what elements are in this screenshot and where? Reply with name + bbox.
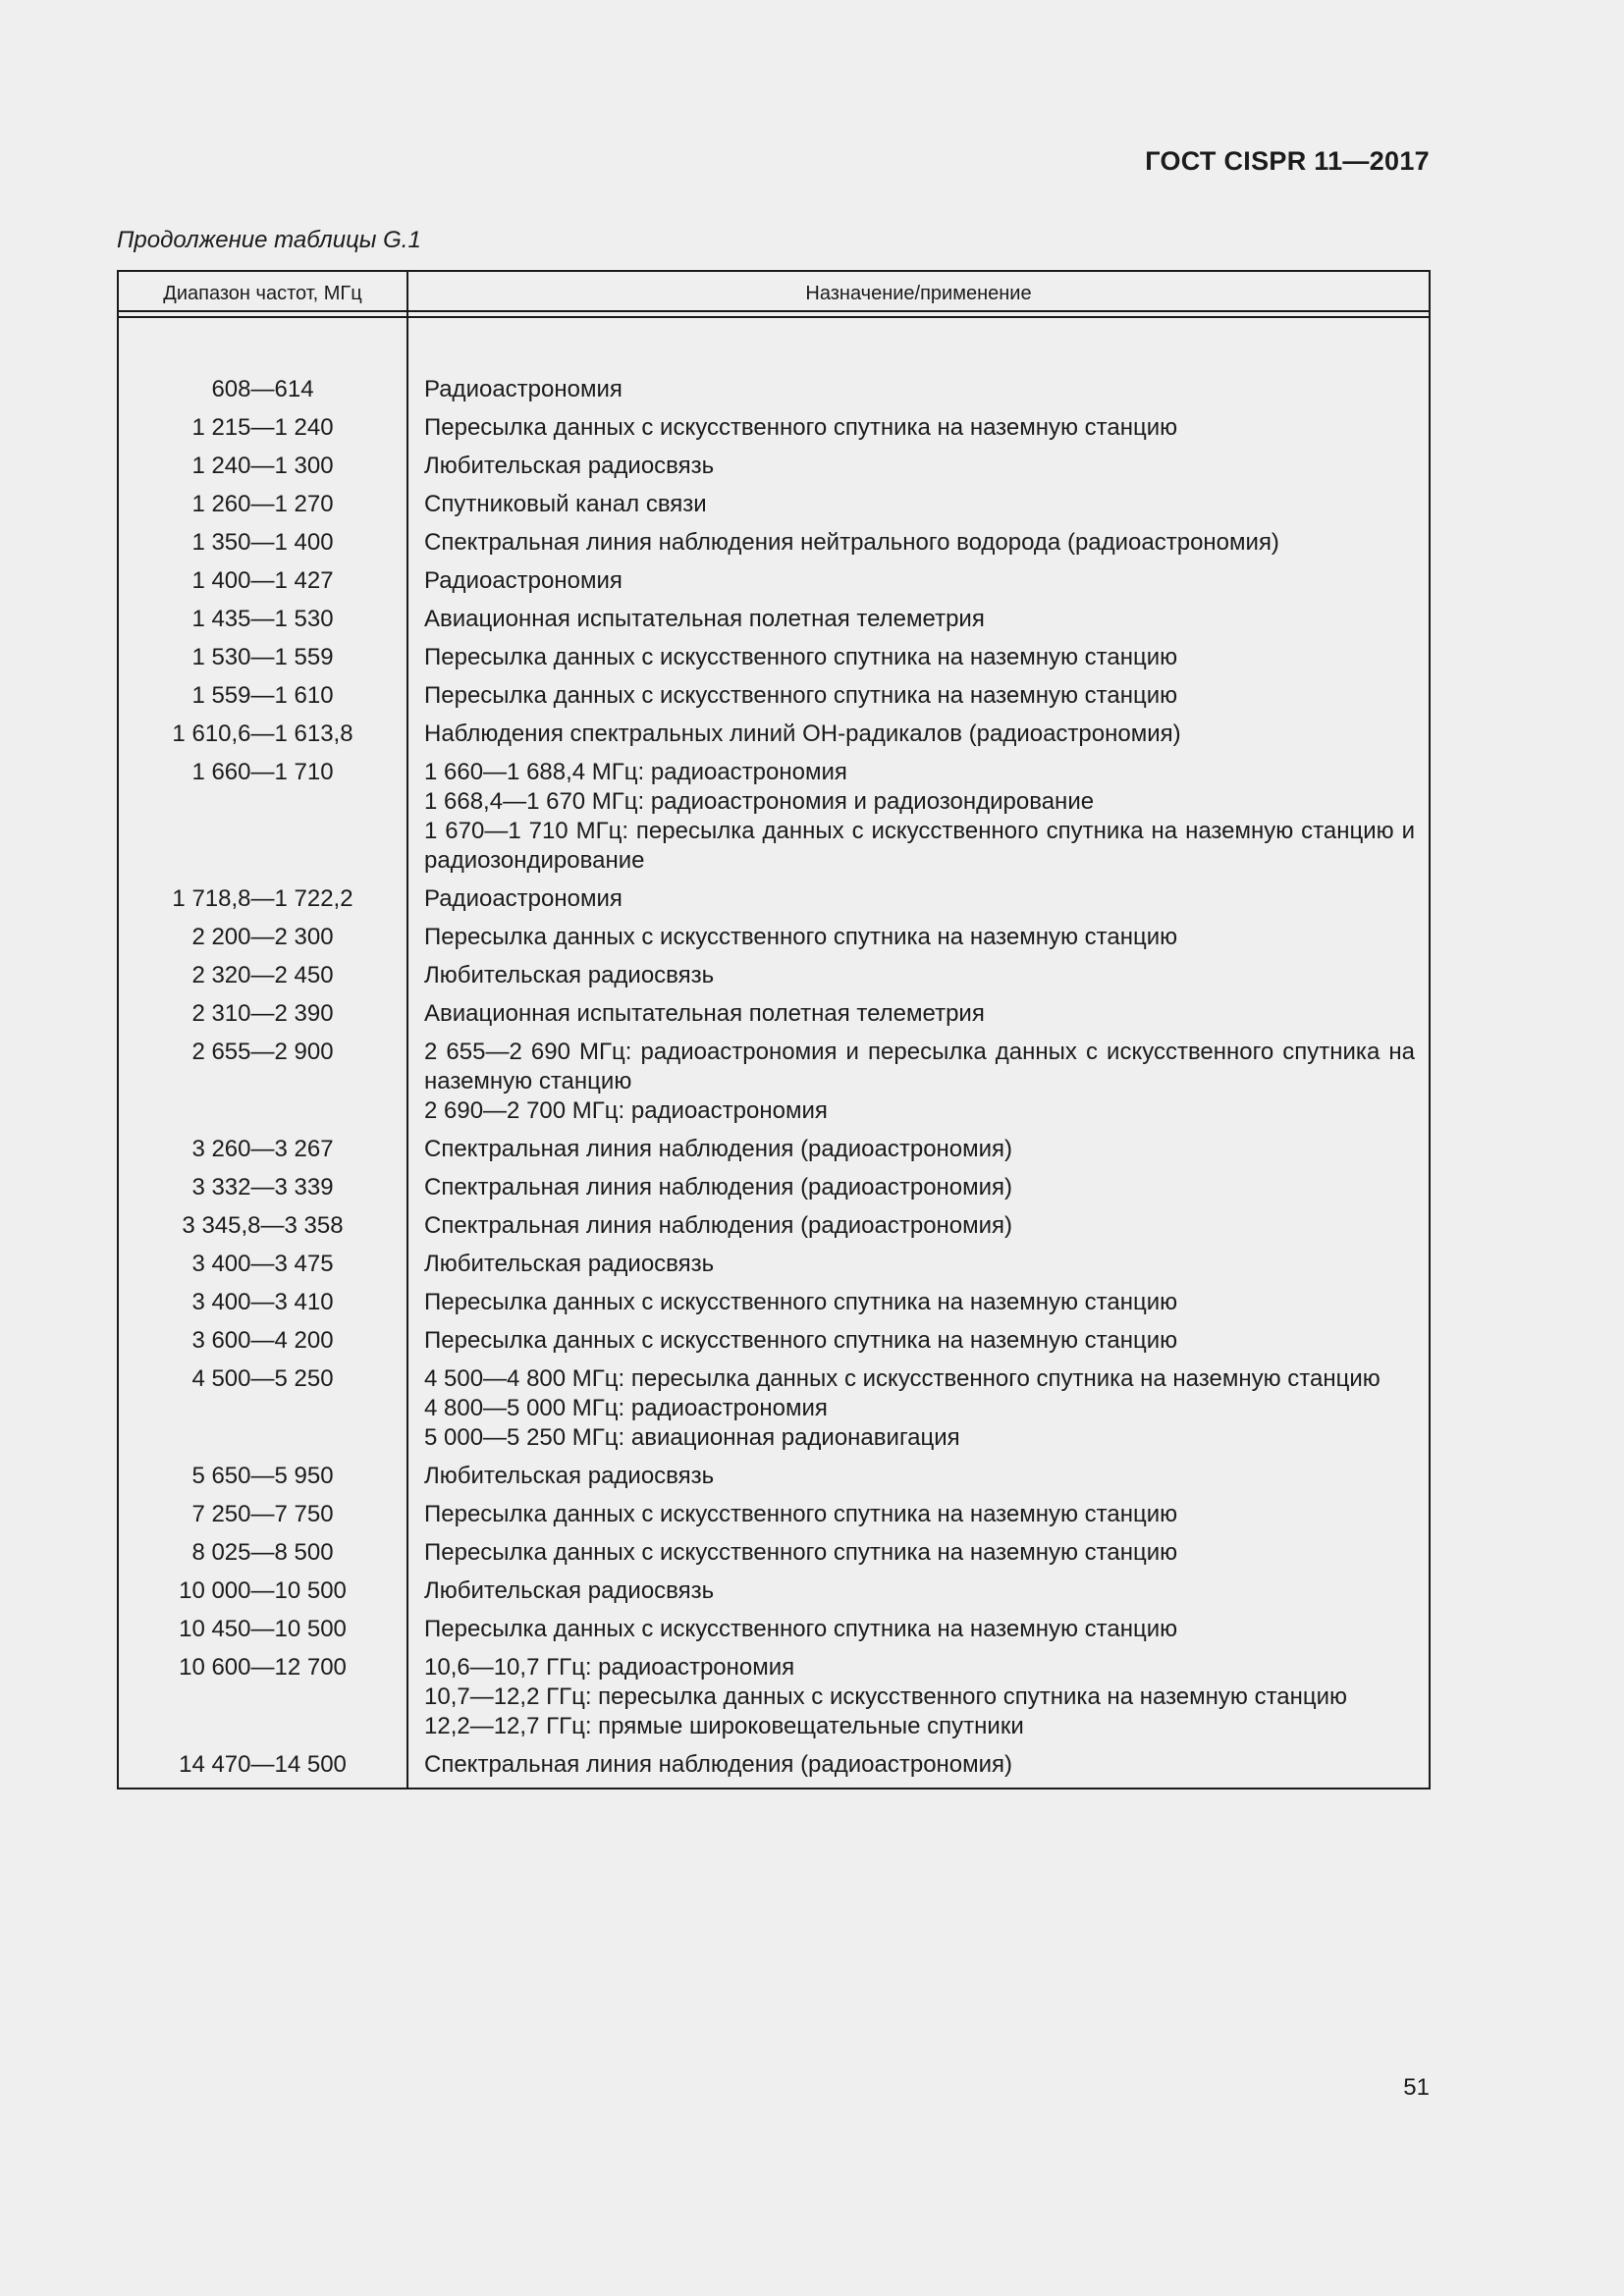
frequency-range-cell: 1 660—1 710	[118, 753, 407, 880]
purpose-cell	[407, 1245, 1430, 1283]
purpose-line: 12,2—12,7 ГГц: прямые широковещательные спутники	[424, 1713, 1024, 1739]
purpose-cell	[407, 1206, 1430, 1245]
purpose-line: Пересылка данных с искусственного спутника на наземную станцию	[424, 682, 1178, 709]
table-header-row	[118, 271, 1430, 317]
frequency-range-cell: 1 718,8—1 722,2	[118, 880, 407, 918]
frequency-range-cell: 1 350—1 400	[118, 523, 407, 561]
table-row	[118, 523, 1430, 561]
frequency-range-cell: 3 345,8—3 358	[118, 1206, 407, 1245]
table-row	[118, 1648, 1430, 1745]
purpose-line: Спутниковый канал связи	[424, 491, 707, 517]
frequency-range-cell: 8 025—8 500	[118, 1533, 407, 1572]
table-row	[118, 753, 1430, 880]
purpose-line: Спектральная линия наблюдения (радиоастрономия)	[424, 1212, 1013, 1239]
table-row	[118, 994, 1430, 1033]
purpose-line: Авиационная испытательная полетная телеметрия	[424, 606, 985, 632]
purpose-line: Любительская радиосвязь	[424, 1251, 715, 1277]
table-row	[118, 1360, 1430, 1457]
purpose-cell	[407, 1360, 1430, 1457]
frequency-range-cell: 1 215—1 240	[118, 408, 407, 447]
table-row	[118, 1321, 1430, 1360]
purpose-cell	[407, 447, 1430, 485]
purpose-cell	[407, 676, 1430, 715]
frequency-range-cell: 3 260—3 267	[118, 1130, 407, 1168]
purpose-line: Любительская радиосвязь	[424, 1577, 715, 1604]
frequency-range-cell: 2 310—2 390	[118, 994, 407, 1033]
column-header-purpose: Назначение/применение	[407, 271, 1430, 317]
frequency-range-cell: 1 240—1 300	[118, 447, 407, 485]
column-header-frequency-range: Диапазон частот, МГц	[118, 271, 407, 317]
purpose-line: Спектральная линия наблюдения нейтрального водорода (радиоастрономия)	[424, 529, 1279, 556]
table-row	[118, 1130, 1430, 1168]
purpose-cell	[407, 1457, 1430, 1495]
table-row	[118, 1457, 1430, 1495]
frequency-range-cell: 1 530—1 559	[118, 638, 407, 676]
purpose-line: Пересылка данных с искусственного спутника на наземную станцию	[424, 1327, 1178, 1354]
frequency-range-cell: 3 400—3 410	[118, 1283, 407, 1321]
table-row	[118, 485, 1430, 523]
purpose-line: Радиоастрономия	[424, 376, 623, 402]
purpose-line: Спектральная линия наблюдения (радиоастрономия)	[424, 1136, 1013, 1162]
frequency-range-cell: 1 559—1 610	[118, 676, 407, 715]
purpose-cell	[407, 485, 1430, 523]
purpose-line: Пересылка данных с искусственного спутника на наземную станцию	[424, 1501, 1178, 1527]
purpose-line: Пересылка данных с искусственного спутника на наземную станцию	[424, 1289, 1178, 1315]
purpose-line: Любительская радиосвязь	[424, 453, 715, 479]
table-row	[118, 1206, 1430, 1245]
frequency-range-cell: 10 450—10 500	[118, 1610, 407, 1648]
purpose-line: Радиоастрономия	[424, 885, 623, 912]
purpose-line: Радиоастрономия	[424, 567, 623, 594]
purpose-line: 4 500—4 800 МГц: пересылка данных с искусственного спутника на наземную станцию	[424, 1365, 1380, 1392]
frequency-range-cell: 7 250—7 750	[118, 1495, 407, 1533]
table-row	[118, 1533, 1430, 1572]
frequency-range-cell: 1 400—1 427	[118, 561, 407, 600]
purpose-line: Пересылка данных с искусственного спутника на наземную станцию	[424, 414, 1178, 441]
purpose-cell	[407, 1168, 1430, 1206]
frequency-range-cell: 4 500—5 250	[118, 1360, 407, 1457]
frequency-range-cell: 1 610,6—1 613,8	[118, 715, 407, 753]
frequency-range-cell: 608—614	[118, 317, 407, 408]
table-row	[118, 956, 1430, 994]
table-row	[118, 1495, 1430, 1533]
page-number: 51	[1403, 2074, 1430, 2101]
table-row	[118, 638, 1430, 676]
purpose-line: Наблюдения спектральных линий ОН-радикалов (радиоастрономия)	[424, 721, 1181, 747]
purpose-line: Авиационная испытательная полетная телеметрия	[424, 1000, 985, 1027]
purpose-cell	[407, 1130, 1430, 1168]
frequency-range-cell: 10 600—12 700	[118, 1648, 407, 1745]
frequency-range-cell: 3 332—3 339	[118, 1168, 407, 1206]
purpose-line: Пересылка данных с искусственного спутника на наземную станцию	[424, 924, 1178, 950]
table-row	[118, 1168, 1430, 1206]
purpose-line: 10,7—12,2 ГГц: пересылка данных с искусственного спутника на наземную станцию	[424, 1683, 1348, 1710]
purpose-cell	[407, 1321, 1430, 1360]
frequency-range-cell: 10 000—10 500	[118, 1572, 407, 1610]
table-body	[118, 317, 1430, 1789]
table-row	[118, 1283, 1430, 1321]
purpose-cell	[407, 1745, 1430, 1789]
table-row	[118, 1572, 1430, 1610]
purpose-cell	[407, 638, 1430, 676]
frequency-range-cell: 5 650—5 950	[118, 1457, 407, 1495]
frequency-range-cell: 2 200—2 300	[118, 918, 407, 956]
purpose-line: Любительская радиосвязь	[424, 1463, 715, 1489]
purpose-cell	[407, 600, 1430, 638]
purpose-line: 10,6—10,7 ГГц: радиоастрономия	[424, 1654, 795, 1681]
purpose-line: Спектральная линия наблюдения (радиоастрономия)	[424, 1174, 1013, 1201]
frequency-table	[117, 270, 1431, 1789]
purpose-cell	[407, 1648, 1430, 1745]
purpose-cell	[407, 1533, 1430, 1572]
purpose-line: Пересылка данных с искусственного спутника на наземную станцию	[424, 1616, 1178, 1642]
purpose-cell	[407, 408, 1430, 447]
purpose-line: Пересылка данных с искусственного спутника на наземную станцию	[424, 644, 1178, 670]
table-row	[118, 676, 1430, 715]
purpose-line: 1 670—1 710 МГц: пересылка данных с искусственного спутника на наземную станцию и радиозондирование	[424, 818, 1415, 874]
purpose-cell	[407, 1610, 1430, 1648]
purpose-cell	[407, 1283, 1430, 1321]
purpose-cell	[407, 1033, 1430, 1130]
table-row	[118, 1745, 1430, 1789]
purpose-line: Любительская радиосвязь	[424, 962, 715, 988]
purpose-cell	[407, 753, 1430, 880]
purpose-line: 4 800—5 000 МГц: радиоастрономия	[424, 1395, 828, 1421]
table-row	[118, 1245, 1430, 1283]
purpose-line: 2 655—2 690 МГц: радиоастрономия и пересылка данных с искусственного спутника на наземную станцию	[424, 1039, 1415, 1095]
frequency-range-cell: 14 470—14 500	[118, 1745, 407, 1789]
frequency-range-cell: 1 435—1 530	[118, 600, 407, 638]
purpose-line: 1 660—1 688,4 МГц: радиоастрономия	[424, 759, 847, 785]
purpose-line: Пересылка данных с искусственного спутника на наземную станцию	[424, 1539, 1178, 1566]
frequency-range-cell: 1 260—1 270	[118, 485, 407, 523]
table-row	[118, 1033, 1430, 1130]
frequency-range-cell: 3 400—3 475	[118, 1245, 407, 1283]
purpose-cell	[407, 880, 1430, 918]
purpose-cell	[407, 956, 1430, 994]
table-row	[118, 447, 1430, 485]
purpose-cell	[407, 317, 1430, 408]
purpose-cell	[407, 715, 1430, 753]
table-row	[118, 918, 1430, 956]
purpose-cell	[407, 994, 1430, 1033]
table-row	[118, 880, 1430, 918]
purpose-line: 5 000—5 250 МГц: авиационная радионавигация	[424, 1424, 960, 1451]
purpose-line: 1 668,4—1 670 МГц: радиоастрономия и радиозондирование	[424, 788, 1095, 815]
purpose-cell	[407, 1572, 1430, 1610]
document-code: ГОСТ CISPR 11—2017	[1145, 146, 1430, 176]
purpose-line: Спектральная линия наблюдения (радиоастрономия)	[424, 1751, 1013, 1778]
frequency-range-cell: 2 320—2 450	[118, 956, 407, 994]
table-row	[118, 317, 1430, 408]
frequency-range-cell: 3 600—4 200	[118, 1321, 407, 1360]
purpose-cell	[407, 1495, 1430, 1533]
purpose-cell	[407, 561, 1430, 600]
table-row	[118, 600, 1430, 638]
purpose-cell	[407, 523, 1430, 561]
table-row	[118, 715, 1430, 753]
table-caption: Продолжение таблицы G.1	[117, 227, 421, 253]
table-row	[118, 561, 1430, 600]
purpose-line: 2 690—2 700 МГц: радиоастрономия	[424, 1097, 828, 1124]
table-row	[118, 408, 1430, 447]
purpose-cell	[407, 918, 1430, 956]
frequency-range-cell: 2 655—2 900	[118, 1033, 407, 1130]
table-row	[118, 1610, 1430, 1648]
